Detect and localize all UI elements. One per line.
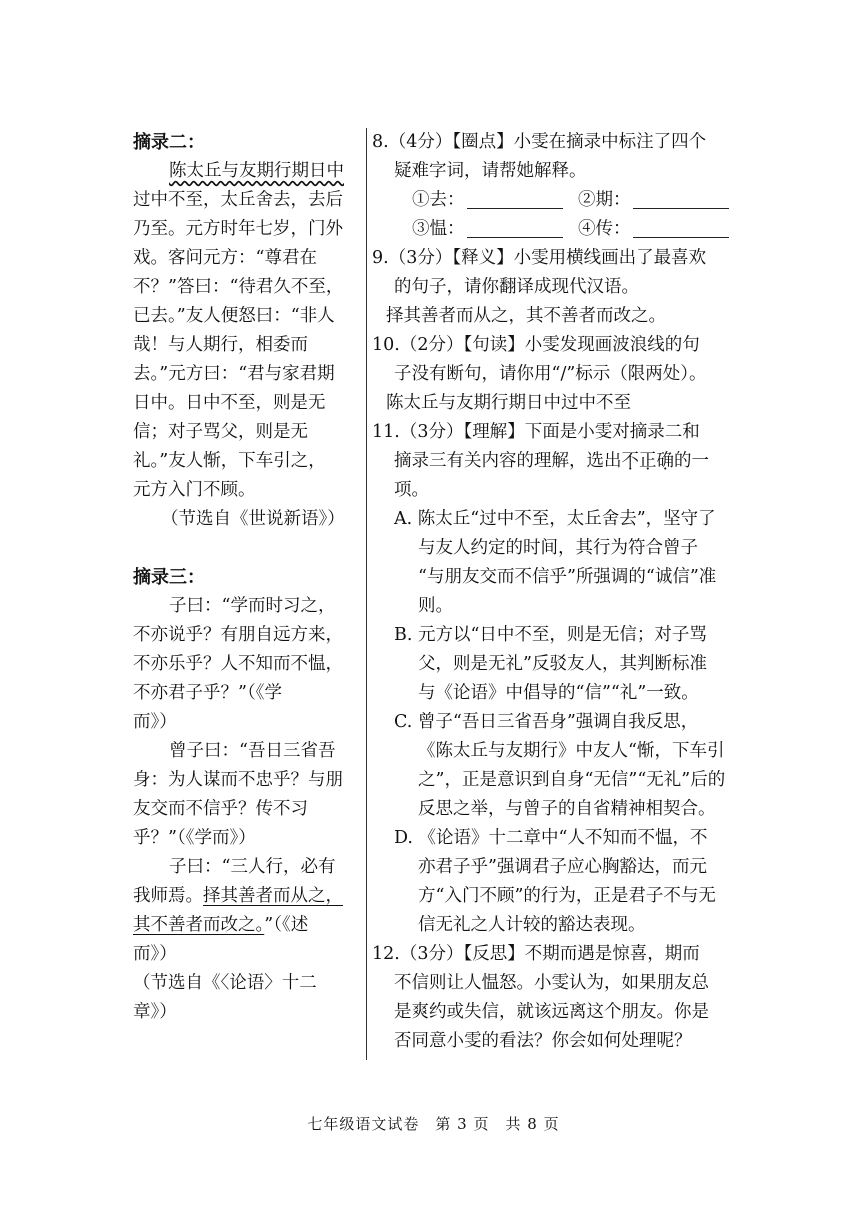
excerpt2-line: 礼。”友人惭，下车引之， (133, 451, 326, 471)
excerpt2-line: 乃至。元方时年七岁，门外 (133, 219, 343, 239)
emphasis-char: 确 (656, 451, 674, 471)
excerpt2-line: 已去。”友人便怒曰：“非人 (133, 306, 335, 326)
excerpt2-line: 过中不至，太丘舍去，去后 (133, 190, 343, 210)
plain-text: 我师焉。 (133, 886, 203, 906)
question-10-sentence: 陈太丘与友期行期日中过中不至 (386, 393, 631, 413)
excerpt3-line: 友交而不信乎？传不习 (133, 799, 308, 819)
option-a[interactable]: A. 陈太丘“过中不至，太丘舍去”，坚守了 (394, 509, 716, 529)
option-d-line: 方“入门不顾”的行为，正是君子不与无 (418, 886, 716, 906)
excerpt3-line: 身：为人谋而不忠乎？与朋 (133, 770, 343, 790)
blank-item: ②期： (578, 186, 744, 215)
excerpt3-line: 子曰：“三人行，必有 (169, 857, 336, 877)
question-9-line: 的句子，请你翻译成现代汉语。 (394, 277, 639, 297)
question-10-line: 10.（2分）【句读】小雯发现画波浪线的句 (372, 335, 700, 355)
answer-blank[interactable] (467, 186, 563, 209)
question-11-line: 11.（3分）【理解】下面是小雯对摘录二和 (372, 422, 700, 442)
excerpt2-line: 日中。日中不至，则是无 (133, 393, 326, 413)
left-column (133, 128, 361, 1027)
excerpt2-line: 去。”元方曰：“君与家君期 (133, 364, 335, 384)
blank-item: ④传： (578, 215, 744, 244)
question-10-line: 子没有断句，请你用“/”标示（限两处）。 (394, 364, 707, 384)
question-8-blanks (372, 186, 744, 215)
excerpt3-heading: 摘录三： (133, 567, 205, 588)
excerpt3-line: 章》） (133, 1002, 177, 1022)
excerpt3-line: 不亦乐乎？人不知而不愠， (133, 654, 343, 674)
right-column (372, 128, 744, 1056)
excerpt3-line: 曾子曰：“吾日三省吾 (169, 741, 336, 761)
blank-item: ③愠： (412, 215, 578, 244)
emphasis-char: 正 (639, 451, 657, 471)
excerpt3-line: 不亦君子乎？”（《学 (133, 683, 282, 703)
plain-text: 的一 (674, 451, 709, 471)
option-a-line: “与朋友交而不信乎”所强调的“诚信”准 (418, 567, 717, 587)
question-11-line: 项。 (394, 480, 429, 500)
plain-text: 摘录三有关内容的理解，选出 (394, 451, 622, 471)
option-d-line: 信无礼之人计较的豁达表现。 (418, 915, 646, 935)
option-c[interactable]: C. 曾子“吾日三省吾身”强调自我反思， (394, 712, 699, 732)
excerpt2-line: 戏。客问元方：“尊君在 (133, 248, 317, 268)
excerpt3-line: 乎？”（《学而》） (133, 828, 256, 848)
option-a-line: 与友人约定的时间，其行为符合曾子 (418, 538, 698, 558)
excerpt2-heading: 摘录二： (133, 132, 205, 153)
excerpt2-line: 元方入门不顾。 (133, 480, 256, 500)
question-12-line: 否同意小雯的看法？你会如何处理呢？ (394, 1031, 692, 1051)
excerpt3-line-underlined (133, 911, 361, 940)
column-divider (366, 128, 367, 1060)
underlined-text: 择其善者而从之， (203, 886, 343, 906)
question-9-sentence: 择其善者而从之，其不善者而改之。 (386, 306, 666, 326)
plain-text: ”（《述 (264, 915, 309, 935)
excerpt3-line: （节选自《〈论语〉十二 (133, 973, 317, 993)
question-8-blanks (372, 215, 744, 244)
question-11-line (372, 447, 744, 476)
emphasis-char: 不 (621, 451, 639, 471)
answer-blank[interactable] (467, 215, 563, 238)
option-b-line: 与《论语》中倡导的“信”“礼”一致。 (418, 683, 699, 703)
option-c-line: 之”，正是意识到自身“无信”“无礼”后的 (418, 770, 726, 790)
underlined-text: 其不善者而改之。 (133, 915, 265, 935)
excerpt2-line-wavy: 陈太丘与友期行期日中 (169, 161, 344, 181)
answer-blank[interactable] (633, 186, 729, 209)
excerpt2-line: 哉！与人期行，相委而 (133, 335, 308, 355)
excerpt2-citation: （节选自《世说新语》） (161, 509, 345, 529)
excerpt3-line-underlined (133, 882, 361, 911)
excerpt3-line: 而》） (133, 712, 177, 732)
page-footer: 七年级语文试卷 第 3 页 共 8 页 (307, 1115, 560, 1133)
option-a-line: 则。 (418, 596, 453, 616)
question-12-line: 不信则让人愠怒。小雯认为，如果朋友总 (394, 973, 709, 993)
question-8-line: 疑难字词，请帮她解释。 (394, 161, 587, 181)
excerpt2-line: 不？”答曰：“待君久不至， (133, 277, 344, 297)
option-b[interactable]: B. 元方以“日中不至，则是无信；对子骂 (394, 625, 707, 645)
question-9-line: 9.（3分）【释义】小雯用横线画出了最喜欢 (372, 248, 707, 268)
question-8-line: 8.（4分）【圈点】小雯在摘录中标注了四个 (372, 132, 707, 152)
blank-item: ①去： (412, 186, 578, 215)
option-d-line: 亦君子乎”强调君子应心胸豁达，而元 (418, 857, 707, 877)
excerpt3-line: 不亦说乎？有朋自远方来， (133, 625, 343, 645)
option-c-line: 反思之举，与曾子的自省精神相契合。 (418, 799, 716, 819)
spacer (133, 534, 361, 563)
question-12-line: 12.（3分）【反思】不期而遇是惊喜，期而 (372, 944, 700, 964)
excerpt3-line: 而》） (133, 944, 177, 964)
excerpt3-line: 子曰：“学而时习之， (169, 596, 336, 616)
question-12-line: 是爽约或失信，就该远离这个朋友。你是 (394, 1002, 709, 1022)
option-d[interactable]: D. 《论语》十二章中“人不知而不愠，不 (394, 828, 708, 848)
option-b-line: 父，则是无礼”反驳友人，其判断标准 (418, 654, 707, 674)
option-c-line: 《陈太丘与友期行》中友人“惭，下车引 (418, 741, 725, 761)
answer-blank[interactable] (633, 215, 729, 238)
excerpt2-line: 信；对子骂父，则是无 (133, 422, 308, 442)
